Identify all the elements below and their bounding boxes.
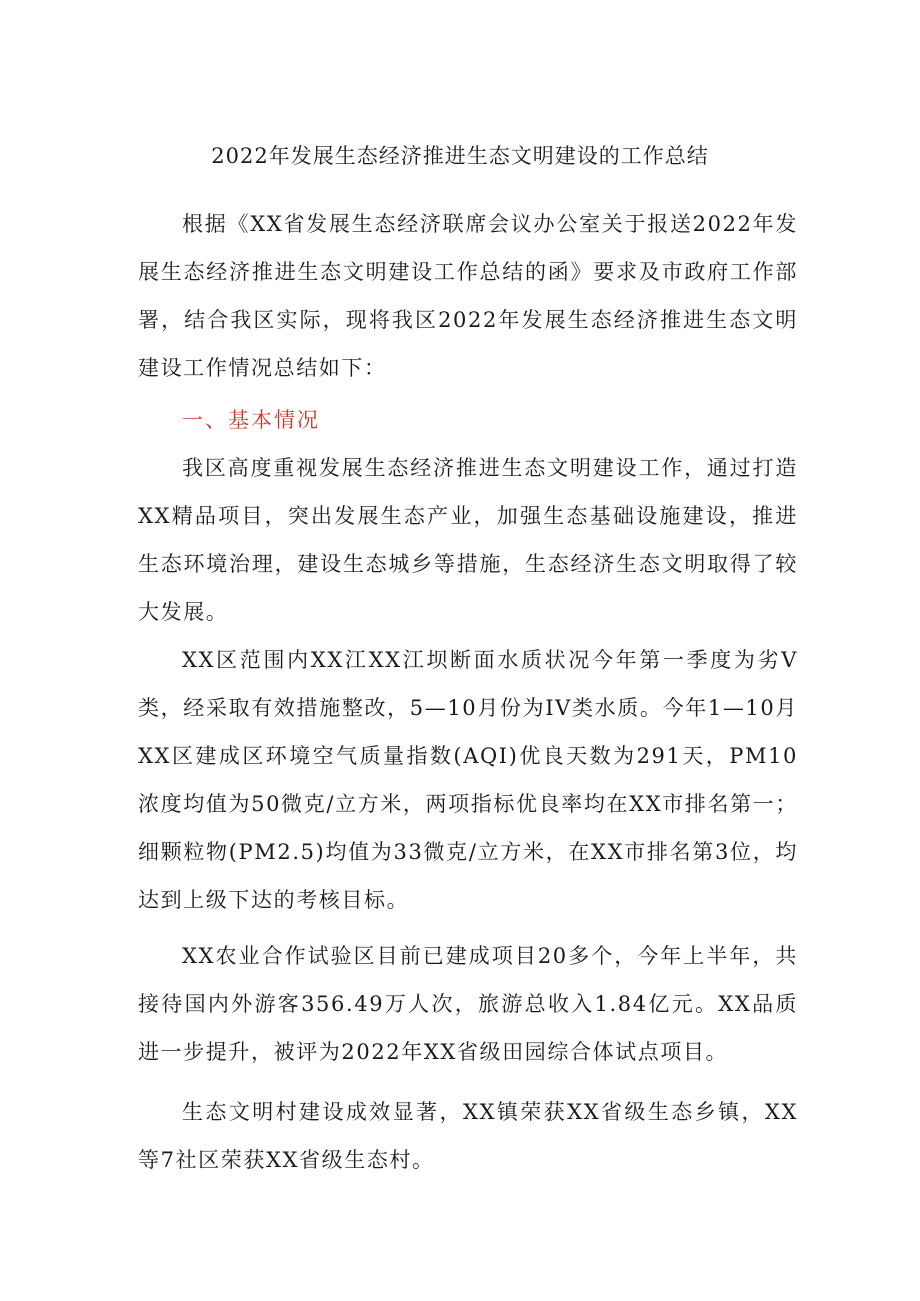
body-paragraph-eco-villages: 生态文明村建设成效显著，XX镇荣获XX省级生态乡镇，XX等7社区荣获XX省级生态村。 <box>138 1100 798 1172</box>
body-paragraph-agriculture: XX农业合作试验区目前已建成项目20多个，今年上半年，共接待国内外游客356.49万人次，旅游总收入1.84亿元。XX品质进一步提升，被评为2022年XX省级田园综合体试点项目。 <box>138 944 798 1064</box>
body-paragraph-environment: XX区范围内XX江XX江坝断面水质状况今年第一季度为劣V类，经采取有效措施整改，5—10月份为IV类水质。今年1—10月XX区建成区环境空气质量指数(AQI)优良天数为291天，PM10浓度均值为50微克/立方米，两项指标优良率均在XX市排名第一；细颗粒物(PM2.5)均值为33微克/立方米，在XX市排名第3位，均达到上级下达的考核目标。 <box>138 648 798 912</box>
document-title: 2022年发展生态经济推进生态文明建设的工作总结 <box>211 144 709 168</box>
section-heading-basic-situation: 一、基本情况 <box>182 408 320 432</box>
body-paragraph-overview: 我区高度重视发展生态经济推进生态文明建设工作，通过打造XX精品项目，突出发展生态产业，加强生态基础设施建设，推进生态环境治理，建设生态城乡等措施，生态经济生态文明取得了较大发展。 <box>138 456 798 624</box>
intro-paragraph: 根据《XX省发展生态经济联席会议办公室关于报送2022年发展生态经济推进生态文明建设工作总结的函》要求及市政府工作部署，结合我区实际，现将我区2022年发展生态经济推进生态文明建设工作情况总结如下： <box>138 212 798 380</box>
